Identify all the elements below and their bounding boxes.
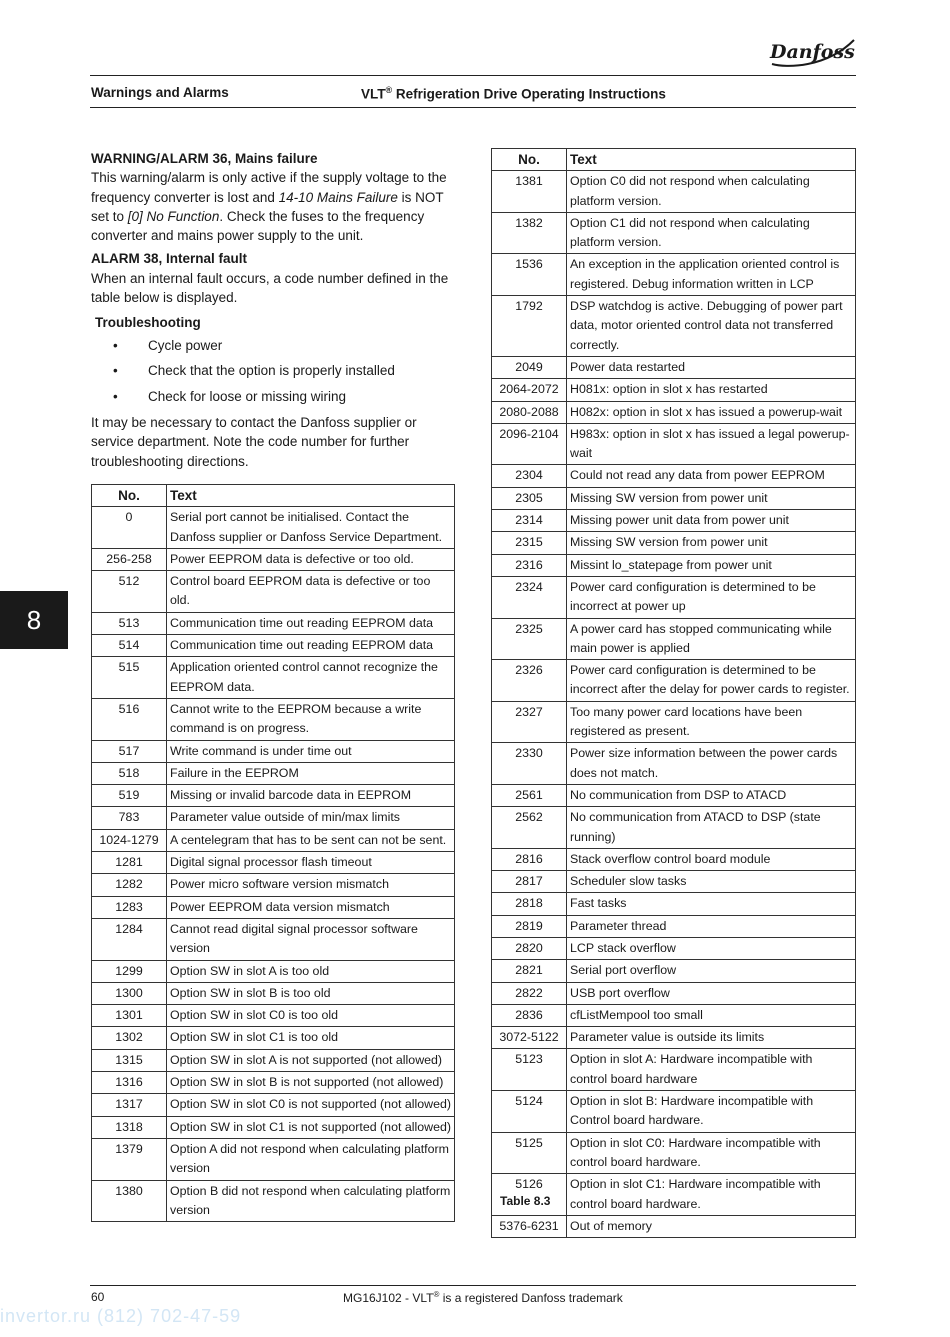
code-number: 2562 bbox=[492, 807, 567, 849]
code-description: A centelegram that has to be sent can not be sent. bbox=[167, 829, 455, 851]
code-number: 2324 bbox=[492, 576, 567, 618]
code-number: 516 bbox=[92, 698, 167, 740]
left-column bbox=[91, 149, 453, 475]
code-number: 5126 bbox=[492, 1174, 567, 1216]
table-row bbox=[492, 743, 856, 785]
internal-fault-table-right bbox=[491, 148, 856, 1238]
table-row bbox=[492, 937, 856, 959]
code-description: Power EEPROM data version mismatch bbox=[167, 896, 455, 918]
table-row bbox=[492, 532, 856, 554]
table-row bbox=[492, 1049, 856, 1091]
code-number: 1381 bbox=[492, 171, 567, 213]
column-header-no: No. bbox=[492, 149, 567, 171]
code-description: Power micro software version mismatch bbox=[167, 874, 455, 896]
code-number: 1302 bbox=[92, 1027, 167, 1049]
code-number: 512 bbox=[92, 571, 167, 613]
table-row bbox=[492, 296, 856, 357]
code-description: Missing power unit data from power unit bbox=[567, 510, 856, 532]
code-description: Fast tasks bbox=[567, 893, 856, 915]
table-row bbox=[492, 871, 856, 893]
code-number: 2819 bbox=[492, 915, 567, 937]
table-row bbox=[492, 465, 856, 487]
table-row bbox=[492, 510, 856, 532]
code-description: Option SW in slot B is too old bbox=[167, 982, 455, 1004]
code-description: A power card has stopped communicating while main power is applied bbox=[567, 618, 856, 660]
table-row bbox=[492, 848, 856, 870]
table-row bbox=[92, 612, 455, 634]
code-number: 783 bbox=[92, 807, 167, 829]
code-description: Power card configuration is determined to be incorrect after the delay for power cards to register. bbox=[567, 660, 856, 702]
table-row bbox=[492, 1091, 856, 1133]
code-number: 1284 bbox=[92, 918, 167, 960]
code-description: Failure in the EEPROM bbox=[167, 762, 455, 784]
table-row bbox=[492, 487, 856, 509]
code-number: 2305 bbox=[492, 487, 567, 509]
code-description: LCP stack overflow bbox=[567, 937, 856, 959]
code-number: 5376-6231 bbox=[492, 1215, 567, 1237]
table-row bbox=[92, 762, 455, 784]
code-description: An exception in the application oriented control is registered. Debug information written in LCP bbox=[567, 254, 856, 296]
table-row bbox=[492, 1132, 856, 1174]
code-number: 2049 bbox=[492, 356, 567, 378]
code-description: cfListMempool too small bbox=[567, 1004, 856, 1026]
code-number: 2836 bbox=[492, 1004, 567, 1026]
table-row bbox=[492, 915, 856, 937]
code-description: Write command is under time out bbox=[167, 740, 455, 762]
code-number: 1282 bbox=[92, 874, 167, 896]
code-number: 2325 bbox=[492, 618, 567, 660]
code-number: 2821 bbox=[492, 960, 567, 982]
code-description: Communication time out reading EEPROM data bbox=[167, 612, 455, 634]
code-description: Option SW in slot C1 is not supported (not allowed) bbox=[167, 1116, 455, 1138]
code-description: Option C1 did not respond when calculating platform version. bbox=[567, 212, 856, 254]
table-row bbox=[92, 785, 455, 807]
code-description: Option SW in slot A is too old bbox=[167, 960, 455, 982]
code-number: 1315 bbox=[92, 1049, 167, 1071]
document-title: VLT® Refrigeration Drive Operating Instructions bbox=[361, 85, 666, 102]
column-header-no: No. bbox=[92, 485, 167, 507]
table-row bbox=[492, 701, 856, 743]
table-row bbox=[92, 507, 455, 549]
svg-text:Danfoss: Danfoss bbox=[770, 41, 855, 63]
code-number: 1380 bbox=[92, 1180, 167, 1222]
code-description: Missing SW version from power unit bbox=[567, 532, 856, 554]
code-description: No communication from DSP to ATACD bbox=[567, 784, 856, 806]
page-number: 60 bbox=[91, 1290, 105, 1304]
code-description: Option in slot B: Hardware incompatible with Control board hardware. bbox=[567, 1091, 856, 1133]
code-description: Cannot write to the EEPROM because a write command is on progress. bbox=[167, 698, 455, 740]
code-description: Option C0 did not respond when calculating platform version. bbox=[567, 171, 856, 213]
table-row bbox=[492, 254, 856, 296]
code-number: 256-258 bbox=[92, 548, 167, 570]
code-description: Application oriented control cannot recognize the EEPROM data. bbox=[167, 657, 455, 699]
code-description: Parameter value outside of min/max limits bbox=[167, 807, 455, 829]
code-description: Option in slot C1: Hardware incompatible with control board hardware. bbox=[567, 1174, 856, 1216]
code-description: Digital signal processor flash timeout bbox=[167, 852, 455, 874]
bullet-icon: • bbox=[113, 363, 118, 379]
troubleshooting-list bbox=[113, 333, 453, 410]
code-number: 1301 bbox=[92, 1005, 167, 1027]
table-row bbox=[92, 1072, 455, 1094]
code-description: DSP watchdog is active. Debugging of power part data, motor oriented control data not transferred correctly. bbox=[567, 296, 856, 357]
header-bottom-rule bbox=[90, 107, 856, 108]
list-item: • Cycle power bbox=[113, 333, 453, 359]
table-row bbox=[92, 918, 455, 960]
code-number: 2304 bbox=[492, 465, 567, 487]
alarm-38-text: When an internal fault occurs, a code number defined in the table below is displayed. bbox=[91, 270, 449, 306]
table-row bbox=[492, 1004, 856, 1026]
code-description: Power EEPROM data is defective or too old. bbox=[167, 548, 455, 570]
code-number: 515 bbox=[92, 657, 167, 699]
code-number: 1382 bbox=[492, 212, 567, 254]
code-number: 1317 bbox=[92, 1094, 167, 1116]
code-description: Serial port overflow bbox=[567, 960, 856, 982]
code-description: Option SW in slot A is not supported (not allowed) bbox=[167, 1049, 455, 1071]
code-description: Out of memory bbox=[567, 1215, 856, 1237]
code-description: H983x: option in slot x has issued a legal powerup-wait bbox=[567, 423, 856, 465]
table-row bbox=[92, 960, 455, 982]
table-row bbox=[492, 618, 856, 660]
code-description: Missing or invalid barcode data in EEPROM bbox=[167, 785, 455, 807]
code-description: Scheduler slow tasks bbox=[567, 871, 856, 893]
table-row bbox=[492, 1215, 856, 1237]
code-description: Option SW in slot C0 is not supported (not allowed) bbox=[167, 1094, 455, 1116]
code-number: 513 bbox=[92, 612, 167, 634]
code-number: 2822 bbox=[492, 982, 567, 1004]
code-number: 2080-2088 bbox=[492, 401, 567, 423]
code-description: Parameter value is outside its limits bbox=[567, 1027, 856, 1049]
code-description: Stack overflow control board module bbox=[567, 848, 856, 870]
code-number: 2818 bbox=[492, 893, 567, 915]
table-row bbox=[492, 356, 856, 378]
code-number: 2327 bbox=[492, 701, 567, 743]
table-header-row bbox=[492, 149, 856, 171]
code-number: 2817 bbox=[492, 871, 567, 893]
column-header-text: Text bbox=[567, 149, 856, 171]
code-number: 0 bbox=[92, 507, 167, 549]
chapter-tab: 8 bbox=[0, 591, 68, 649]
table-row bbox=[92, 740, 455, 762]
code-description: Option in slot A: Hardware incompatible with control board hardware bbox=[567, 1049, 856, 1091]
code-number: 1283 bbox=[92, 896, 167, 918]
code-description: Missint lo_statepage from power unit bbox=[567, 554, 856, 576]
code-number: 2315 bbox=[492, 532, 567, 554]
footer-trademark: MG16J102 - VLT® is a registered Danfoss trademark bbox=[343, 1290, 623, 1305]
header-top-rule bbox=[90, 75, 856, 76]
table-row bbox=[492, 807, 856, 849]
table-row bbox=[92, 548, 455, 570]
code-number: 518 bbox=[92, 762, 167, 784]
code-description: Serial port cannot be initialised. Contact the Danfoss supplier or Danfoss Service Department. bbox=[167, 507, 455, 549]
table-row bbox=[492, 893, 856, 915]
code-description: Option SW in slot B is not supported (not allowed) bbox=[167, 1072, 455, 1094]
code-number: 1379 bbox=[92, 1138, 167, 1180]
code-number: 2561 bbox=[492, 784, 567, 806]
code-description: Option A did not respond when calculating platform version bbox=[167, 1138, 455, 1180]
table-caption: Table 8.3 bbox=[500, 1194, 551, 1208]
code-number: 1792 bbox=[492, 296, 567, 357]
table-row bbox=[92, 1180, 455, 1222]
code-description: Control board EEPROM data is defective or too old. bbox=[167, 571, 455, 613]
code-number: 519 bbox=[92, 785, 167, 807]
table-row bbox=[92, 852, 455, 874]
code-description: Option SW in slot C1 is too old bbox=[167, 1027, 455, 1049]
table-row bbox=[492, 660, 856, 702]
list-item: • Check for loose or missing wiring bbox=[113, 384, 453, 410]
code-number: 2314 bbox=[492, 510, 567, 532]
table-row bbox=[92, 829, 455, 851]
table-row bbox=[92, 807, 455, 829]
code-description: Communication time out reading EEPROM data bbox=[167, 635, 455, 657]
alarm-38-title: ALARM 38, Internal fault bbox=[91, 251, 248, 267]
code-number: 2816 bbox=[492, 848, 567, 870]
code-number: 5124 bbox=[492, 1091, 567, 1133]
table-row bbox=[92, 896, 455, 918]
table-row bbox=[492, 212, 856, 254]
column-header-text: Text bbox=[167, 485, 455, 507]
table-row bbox=[492, 379, 856, 401]
table-row bbox=[492, 960, 856, 982]
code-number: 1316 bbox=[92, 1072, 167, 1094]
table-row bbox=[92, 571, 455, 613]
table-row bbox=[492, 784, 856, 806]
table-row bbox=[92, 874, 455, 896]
list-item: • Check that the option is properly installed bbox=[113, 358, 453, 384]
code-description: Power data restarted bbox=[567, 356, 856, 378]
table-row bbox=[492, 401, 856, 423]
code-description: Option in slot C0: Hardware incompatible with control board hardware. bbox=[567, 1132, 856, 1174]
table-row bbox=[92, 1094, 455, 1116]
code-number: 2064-2072 bbox=[492, 379, 567, 401]
code-description: Too many power card locations have been registered as present. bbox=[567, 701, 856, 743]
code-number: 5123 bbox=[492, 1049, 567, 1091]
code-number: 1281 bbox=[92, 852, 167, 874]
code-description: Option B did not respond when calculating platform version bbox=[167, 1180, 455, 1222]
table-row bbox=[92, 657, 455, 699]
table-row bbox=[492, 554, 856, 576]
table-row bbox=[492, 576, 856, 618]
code-number: 2096-2104 bbox=[492, 423, 567, 465]
table-row bbox=[92, 1116, 455, 1138]
table-row bbox=[492, 982, 856, 1004]
section-title: Warnings and Alarms bbox=[91, 85, 229, 100]
code-number: 3072-5122 bbox=[492, 1027, 567, 1049]
table-row bbox=[92, 1027, 455, 1049]
table-header-row bbox=[92, 485, 455, 507]
code-description: Parameter thread bbox=[567, 915, 856, 937]
code-number: 2316 bbox=[492, 554, 567, 576]
table-row bbox=[92, 698, 455, 740]
bullet-icon: • bbox=[113, 388, 118, 404]
code-number: 2326 bbox=[492, 660, 567, 702]
code-description: No communication from ATACD to DSP (state running) bbox=[567, 807, 856, 849]
warning-36-text: This warning/alarm is only active if the supply voltage to the frequency converter is lost and 14-10 Mains Failure is NOT set to [0] No Function. Check the fuses to the frequency converter and mains power supply to the unit. bbox=[91, 170, 447, 244]
table-row bbox=[92, 1005, 455, 1027]
watermark: invertor.ru (812) 702-47-59 bbox=[0, 1306, 242, 1326]
code-description: Cannot read digital signal processor software version bbox=[167, 918, 455, 960]
code-number: 5125 bbox=[492, 1132, 567, 1174]
contact-text: It may be necessary to contact the Danfoss supplier or service department. Note the code number for further troubleshooting directions. bbox=[91, 415, 417, 469]
code-number: 517 bbox=[92, 740, 167, 762]
table-row bbox=[92, 1138, 455, 1180]
code-description: Power card configuration is determined to be incorrect at power up bbox=[567, 576, 856, 618]
internal-fault-table-left bbox=[91, 484, 455, 1222]
table-row bbox=[92, 1049, 455, 1071]
code-description: Missing SW version from power unit bbox=[567, 487, 856, 509]
table-row bbox=[92, 982, 455, 1004]
code-number: 2330 bbox=[492, 743, 567, 785]
code-number: 514 bbox=[92, 635, 167, 657]
footer-rule bbox=[90, 1285, 856, 1286]
code-description: Power size information between the power cards does not match. bbox=[567, 743, 856, 785]
danfoss-logo bbox=[766, 34, 858, 70]
table-row bbox=[92, 635, 455, 657]
code-description: Option SW in slot C0 is too old bbox=[167, 1005, 455, 1027]
code-number: 1300 bbox=[92, 982, 167, 1004]
code-description: H081x: option in slot x has restarted bbox=[567, 379, 856, 401]
code-description: H082x: option in slot x has issued a powerup-wait bbox=[567, 401, 856, 423]
table-row bbox=[492, 423, 856, 465]
table-row bbox=[492, 171, 856, 213]
bullet-icon: • bbox=[113, 337, 118, 353]
code-number: 1299 bbox=[92, 960, 167, 982]
code-number: 1024-1279 bbox=[92, 829, 167, 851]
code-description: Could not read any data from power EEPROM bbox=[567, 465, 856, 487]
table-row bbox=[492, 1027, 856, 1049]
code-number: 1318 bbox=[92, 1116, 167, 1138]
code-description: USB port overflow bbox=[567, 982, 856, 1004]
code-number: 1536 bbox=[492, 254, 567, 296]
warning-36-title: WARNING/ALARM 36, Mains failure bbox=[91, 151, 318, 166]
troubleshooting-title: Troubleshooting bbox=[95, 315, 201, 331]
code-number: 2820 bbox=[492, 937, 567, 959]
